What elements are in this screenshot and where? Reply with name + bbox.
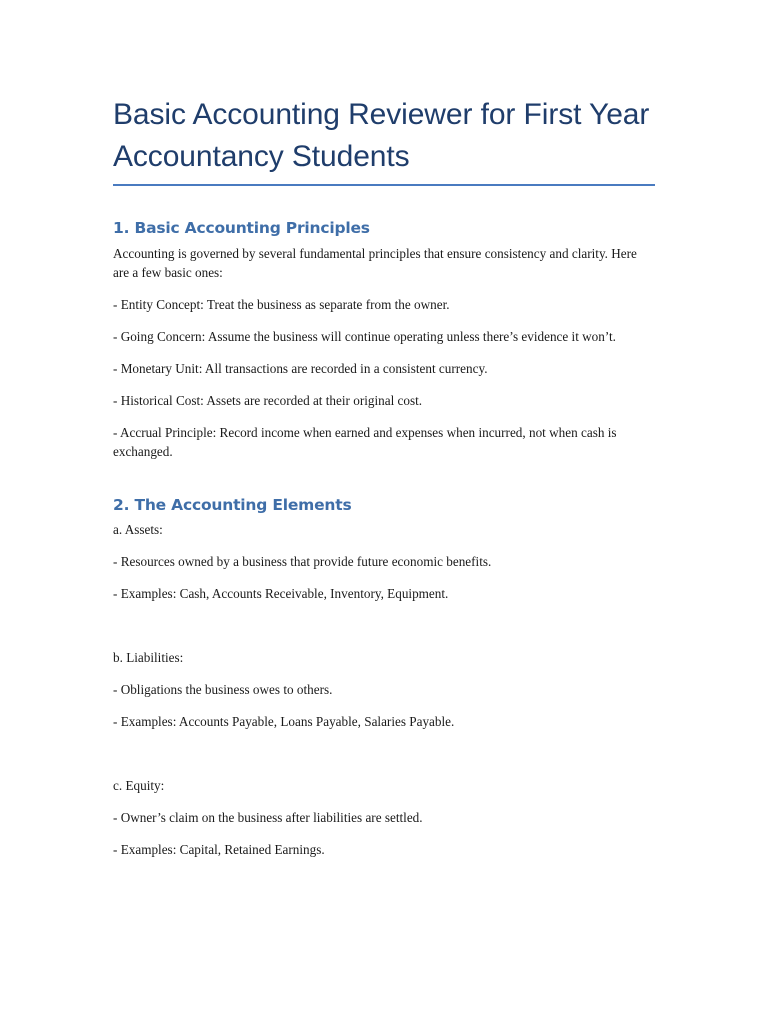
title-underline bbox=[113, 184, 655, 186]
equity-examples: - Examples: Capital, Retained Earnings. bbox=[113, 842, 325, 857]
principle-accrual: - Accrual Principle: Record income when earned and expenses when incurred, not when cash is exchanged. bbox=[113, 425, 617, 459]
document-title: Basic Accounting Reviewer for First Year Accountancy Students bbox=[113, 98, 650, 173]
element-label-liabilities: b. Liabilities: bbox=[113, 650, 184, 665]
equity-definition: - Owner’s claim on the business after liabilities are settled. bbox=[113, 810, 423, 825]
principle-historical-cost: - Historical Cost: Assets are recorded at their original cost. bbox=[113, 393, 423, 408]
principle-monetary-unit: - Monetary Unit: All transactions are recorded in a consistent currency. bbox=[113, 361, 488, 376]
document-page bbox=[113, 94, 655, 859]
section-heading-elements: 2. The Accounting Elements bbox=[113, 496, 352, 514]
section-heading-principles: 1. Basic Accounting Principles bbox=[113, 219, 370, 237]
principle-going-concern: - Going Concern: Assume the business will continue operating unless there’s evidence it won’t. bbox=[113, 329, 616, 344]
element-label-equity: c. Equity: bbox=[113, 778, 165, 793]
principle-entity-concept: - Entity Concept: Treat the business as separate from the owner. bbox=[113, 297, 450, 312]
liabilities-examples: - Examples: Accounts Payable, Loans Payable, Salaries Payable. bbox=[113, 714, 455, 729]
element-label-assets: a. Assets: bbox=[113, 522, 163, 537]
assets-definition: - Resources owned by a business that provide future economic benefits. bbox=[113, 554, 492, 569]
liabilities-definition: - Obligations the business owes to others. bbox=[113, 682, 333, 697]
principles-intro: Accounting is governed by several fundamental principles that ensure consistency and clarity. Here are a few basic ones: bbox=[113, 246, 637, 280]
assets-examples: - Examples: Cash, Accounts Receivable, Inventory, Equipment. bbox=[113, 586, 449, 601]
